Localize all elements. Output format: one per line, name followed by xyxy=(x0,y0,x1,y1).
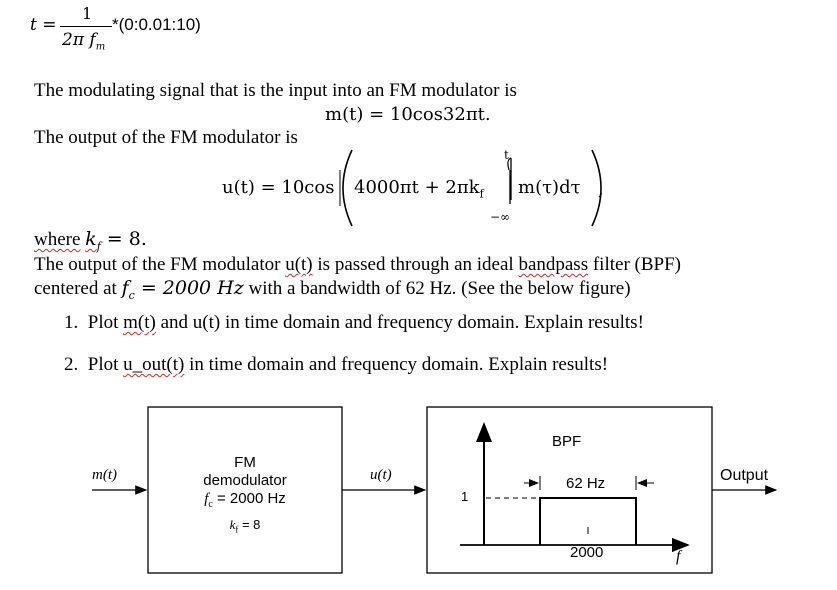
t-formula-rhs: *(0:0.01:10) xyxy=(112,15,201,34)
input-label: m(t) xyxy=(92,467,117,483)
integrand: m(τ)dτ xyxy=(518,177,581,198)
t-formula-lhs: t = xyxy=(30,15,57,35)
bandwidth-label: 62 Hz xyxy=(566,475,606,492)
task-item-2: 2. Plot u_out(t) in time domain and frequency domain. Explain results! xyxy=(64,354,609,375)
intro-line-2: The output of the FM modulator is xyxy=(34,127,298,148)
fm-equation-trailing: , xyxy=(598,179,604,200)
fm-equation-lhs: u(t) = 10cos xyxy=(222,177,335,198)
integral-upper-limit: t xyxy=(504,148,509,162)
fm-equation-inner: $4000\pi t + 2\pi k_f$ xyxy=(354,177,484,201)
task-item-1: 1. Plot m(t) and u(t) in time domain and frequency domain. Explain results! xyxy=(64,312,644,333)
fm-block-label: FM demodulator $f_c = 2000$ Hz $k_f = 8$ xyxy=(203,454,287,535)
frequency-axis-label: f xyxy=(676,548,681,565)
t-formula-denominator: 2π $f_m$ xyxy=(62,30,106,53)
modulating-equation: m(t) = 10cos32πt. xyxy=(325,104,491,125)
mid-label: u(t) xyxy=(370,467,392,483)
bpf-line-1: The output of the FM modulator u(t) is passed through an ideal bandpass filter (BPF) xyxy=(34,254,681,275)
t-formula-numerator: 1 xyxy=(82,4,93,23)
output-label: Output xyxy=(720,467,769,484)
integral-lower-limit: −∞ xyxy=(490,210,511,224)
bpf-title: BPF xyxy=(552,433,582,450)
gain-label: 1 xyxy=(461,489,469,504)
bpf-line-2: centered at $f_c = 2000$ Hz with a bandwidth of 62 Hz. (See the below figure) xyxy=(34,277,631,302)
intro-line-1: The modulating signal that is the input into an FM modulator is xyxy=(34,80,517,101)
where-line: where $k_f = 8$. xyxy=(34,228,147,253)
center-frequency-label: 2000 xyxy=(570,544,604,561)
